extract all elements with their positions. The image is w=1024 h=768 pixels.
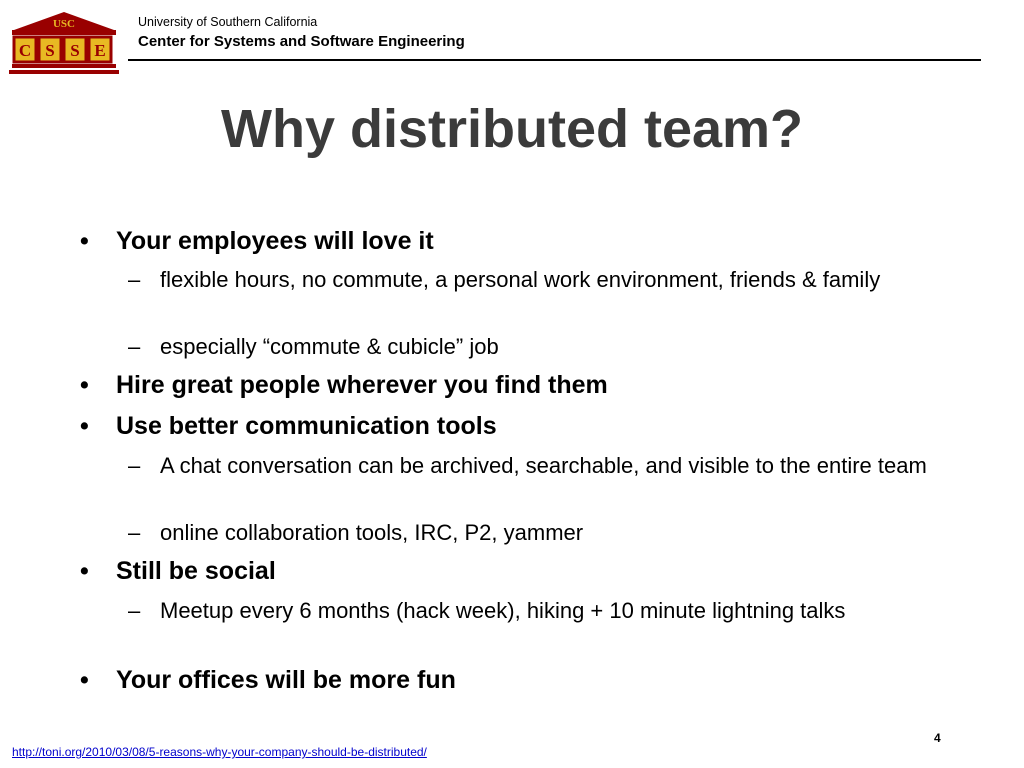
dash-marker: – — [128, 267, 141, 292]
sub-bullet-item — [128, 264, 948, 295]
sub-bullet-item — [128, 450, 948, 481]
dash-marker: – — [128, 453, 141, 478]
bullet-text: Your employees will love it — [116, 227, 434, 255]
usc-csse-logo-graphic — [8, 10, 120, 76]
bullet-text: Your offices will be more fun — [116, 666, 456, 694]
bullet-text: Hire great people wherever you find them — [116, 371, 608, 399]
bullet-marker: • — [80, 227, 89, 255]
bullet-marker: • — [80, 557, 89, 585]
bullet-text: Use better communication tools — [116, 412, 497, 440]
dash-marker: – — [128, 520, 141, 545]
bullet-marker: • — [80, 666, 89, 694]
source-link[interactable]: http://toni.org/2010/03/08/5-reasons-why-your-company-should-be-distributed/ — [12, 745, 427, 759]
usc-csse-logo — [8, 10, 120, 76]
dash-marker: – — [128, 598, 141, 623]
logo-letter-s2: S — [70, 41, 80, 60]
bullet-marker: • — [80, 412, 89, 440]
sub-bullet-item — [128, 517, 948, 548]
slide-title: Why distributed team? — [220, 99, 804, 159]
logo-letter-s1: S — [45, 41, 55, 60]
sub-bullet-item — [128, 595, 948, 626]
sub-bullet-text: especially “commute & cubicle” job — [160, 334, 499, 359]
dash-marker: – — [128, 334, 141, 359]
sub-bullet-text: Meetup every 6 months (hack week), hiking + 10 minute lightning talks — [160, 598, 846, 623]
center-name: Center for Systems and Software Engineering — [138, 33, 465, 50]
bullet-text: Still be social — [116, 557, 276, 585]
logo-letter-e: E — [94, 41, 106, 60]
sub-bullet-item — [128, 331, 948, 362]
logo-usc-text: USC — [52, 18, 76, 30]
page-number: 4 — [934, 731, 941, 745]
sub-bullet-text: A chat conversation can be archived, searchable, and visible to the entire team — [160, 453, 927, 478]
bullet-marker: • — [80, 371, 89, 399]
sub-bullet-text: online collaboration tools, IRC, P2, yammer — [160, 520, 584, 545]
university-name: University of Southern California — [138, 15, 318, 29]
header-divider — [128, 59, 981, 61]
sub-bullet-text: flexible hours, no commute, a personal work environment, friends & family — [160, 267, 881, 292]
logo-letter-c: C — [18, 41, 32, 60]
